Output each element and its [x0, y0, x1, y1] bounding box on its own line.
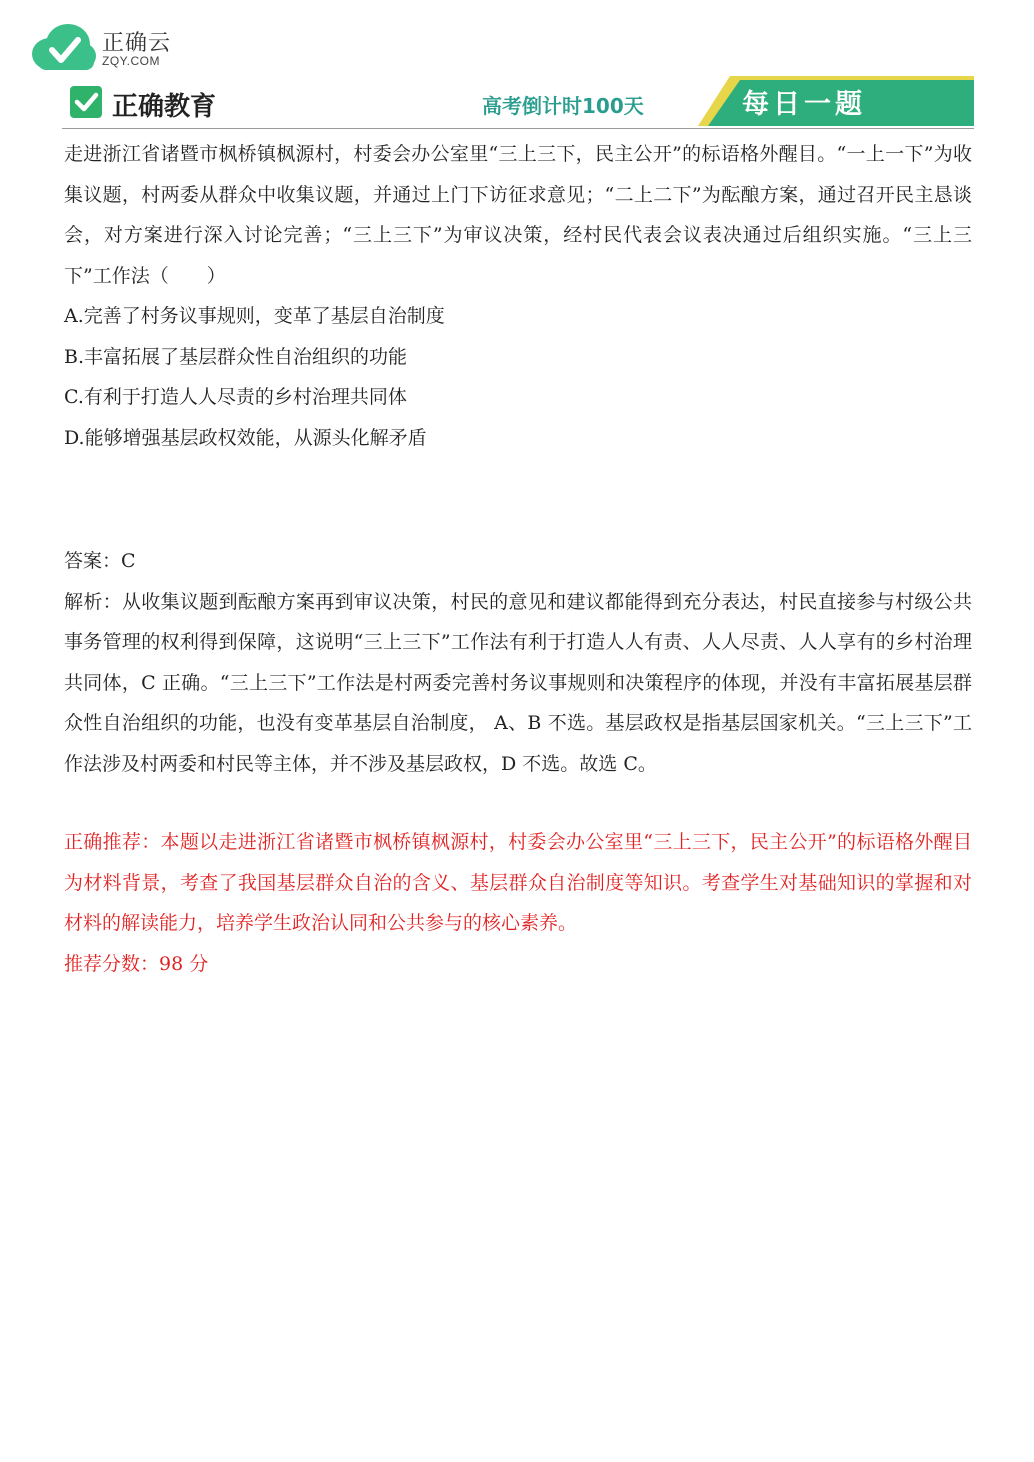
score-line: 推荐分数：98 分	[64, 952, 209, 975]
spacer	[64, 784, 972, 822]
recommendation-text: 正确推荐：本题以走进浙江省诸暨市枫桥镇枫源村，村委会办公室里“三上三下，民主公开”的标语格外醒目为材料背景，考查了我国基层群众自治的含义、基层群众自治制度等知识。考查学生对基础知识的掌握和对材料的解读能力，培养学生政治认同和公共参与的核心素养。	[64, 831, 972, 934]
countdown-text: 高考倒计时100天	[482, 94, 644, 118]
check-icon	[70, 86, 102, 118]
brand-name: 正确教育	[112, 92, 217, 122]
spacer	[64, 458, 972, 541]
question-stem: 走进浙江省诸暨市枫桥镇枫源村，村委会办公室里“三上三下，民主公开”的标语格外醒目。“一上一下”为收集议题，村两委从群众中收集议题，并通过上门下访征求意见；“二上二下”为酝酿方案，通过召开民主恳谈会，对方案进行深入讨论完善；“三上三下”为审议决策，经村民代表会议表决通过后组织实施。“三上三下”工作法（ ）	[64, 143, 972, 287]
option-c: C.有利于打造人人尽责的乡村治理共同体	[64, 386, 407, 408]
zqy-logo	[30, 22, 190, 74]
analysis-text: 解析：从收集议题到酝酿方案再到审议决策，村民的意见和建议都能得到充分表达，村民直接参与村级公共事务管理的权利得到保障，这说明“三上三下”工作法有利于打造人人有责、人人尽责、人人享有的乡村治理共同体，C 正确。“三上三下”工作法是村两委完善村务议事规则和决策程序的体现，并没有丰富拓展基层群众性自治组织的功能，也没有变革基层自治制度， A、B 不选。基层政权是指基层国家机关。“三上三下”工作法涉及村两委和村民等主体，并不涉及基层政权，D 不选。故选 C。	[64, 590, 972, 775]
banner-title: 每日一题	[742, 89, 866, 120]
header-divider	[62, 128, 974, 129]
logo-name-cn: 正确云	[102, 31, 172, 56]
option-a: A.完善了村务议事规则，变革了基层自治制度	[64, 305, 445, 327]
cloud-check-icon	[30, 22, 100, 72]
logo-name-en: ZQY.COM	[102, 54, 160, 68]
answer-line: 答案：C	[64, 550, 136, 572]
question-content	[64, 134, 972, 984]
option-d: D.能够增强基层政权效能，从源头化解矛盾	[64, 426, 427, 449]
option-b: B.丰富拓展了基层群众性自治组织的功能	[64, 345, 408, 368]
page-header	[62, 76, 974, 130]
